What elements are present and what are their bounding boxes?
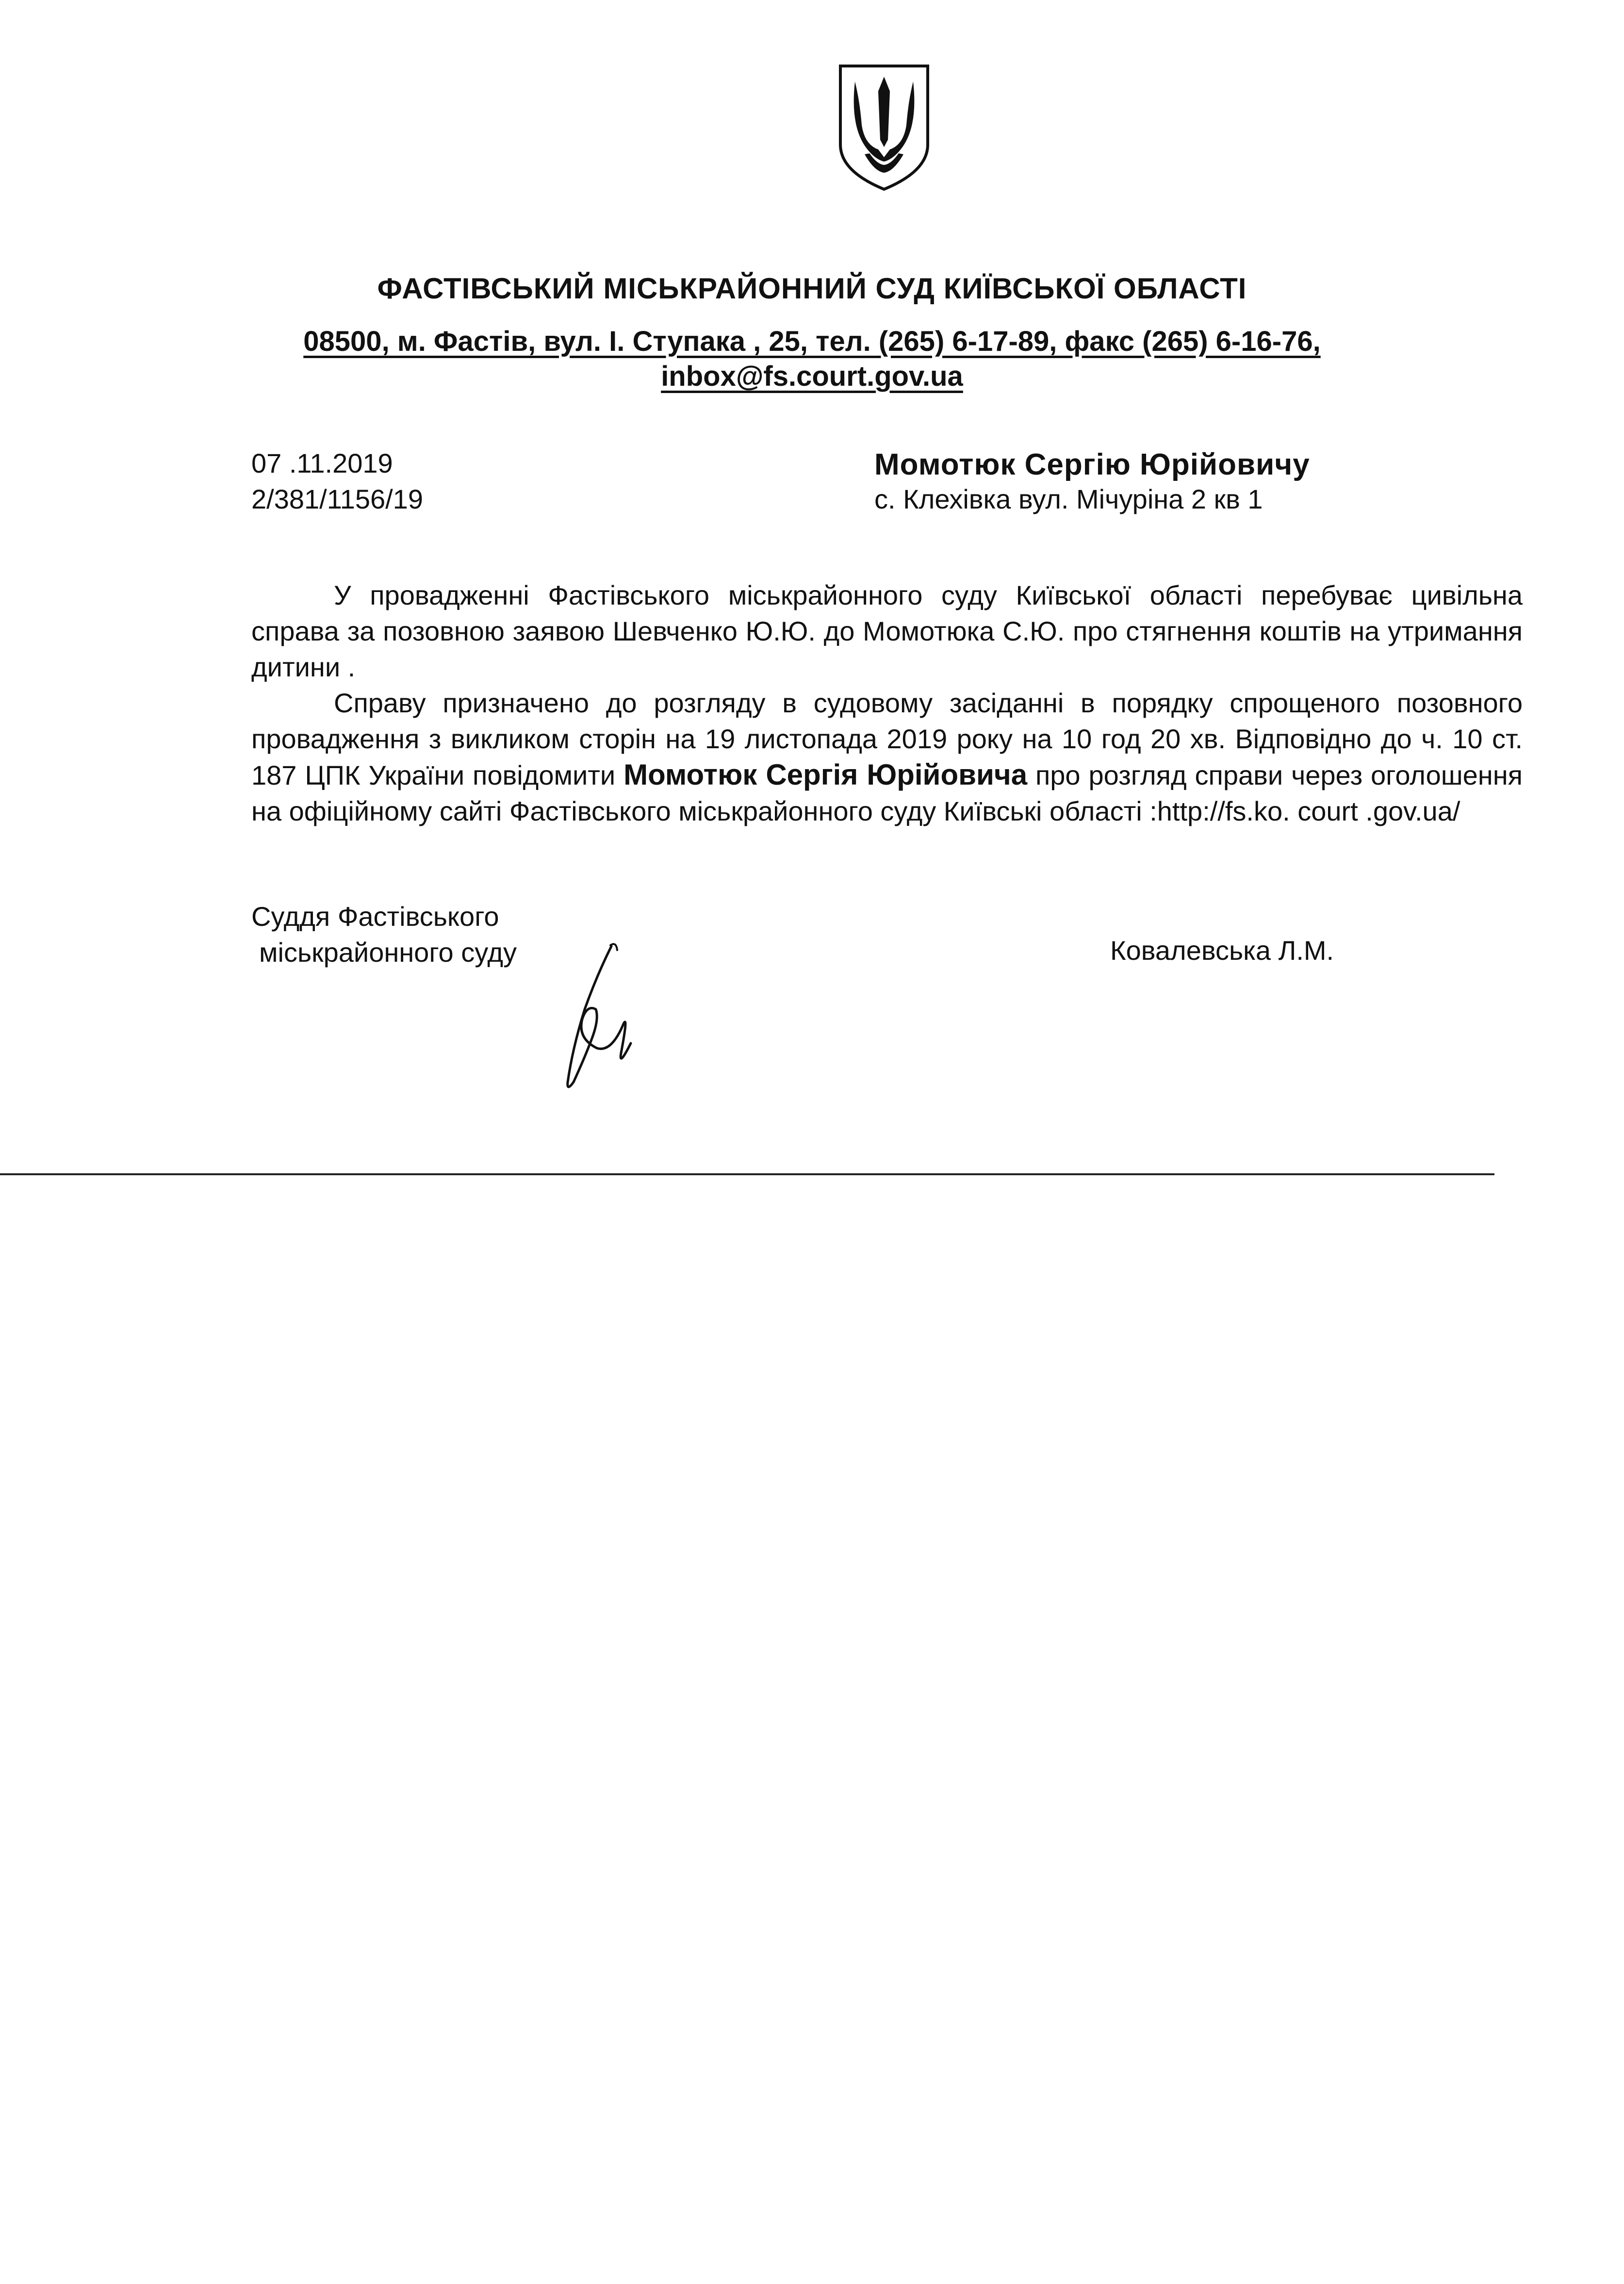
body-paragraph-2-end: про розгляд справи через оголошення на офіційному сайті Фастівського міськрайонного суду Київські області :http://fs.ko. court .gov.ua/ bbox=[251, 760, 1523, 826]
signatory-name: Ковалевська Л.М. bbox=[1110, 935, 1334, 966]
body-paragraph-1: У провадженні Фастівського міськрайонного суду Київської області перебуває цивільна справа за позовною заявою Шевченко Ю.Ю. до Момотюка С.Ю. про стягнення коштів на утримання дитини . bbox=[251, 580, 1523, 682]
recipient-address: с. Клехівка вул. Мічуріна 2 кв 1 bbox=[874, 484, 1263, 514]
horizontal-divider bbox=[0, 1173, 1494, 1175]
trident-coat-of-arms-icon bbox=[836, 62, 933, 193]
body-paragraph-2 bbox=[251, 685, 1523, 829]
recipient-name: Момотюк Сергію Юрійовичу bbox=[874, 448, 1310, 481]
court-name: ФАСТІВСЬКИЙ МІСЬКРАЙОННИЙ СУД КИЇВСЬКОЇ ОБЛАСТІ bbox=[377, 272, 1247, 305]
handwritten-signature bbox=[539, 937, 645, 1097]
signatory-title bbox=[251, 899, 517, 970]
signatory-title-line-1: Суддя Фастівського bbox=[251, 901, 499, 932]
body-paragraph-2-start: Справу призначено до розгляду в судовому засіданні в порядку спрощеного позовного провадження з викликом сторін на 19 листопада 2019 року на 10 год 20 хв. Відповідно до ч. 10 ст. 187 ЦПК України повідомити bbox=[251, 688, 1523, 790]
letter-body bbox=[251, 577, 1523, 829]
defendant-name-bold: Момотюк Сергія Юрійовича bbox=[623, 758, 1028, 791]
document-reference-number: 2/381/1156/19 bbox=[251, 484, 423, 514]
court-address: 08500, м. Фастів, вул. І. Ступака , 25, тел. (265) 6-17-89, факс (265) 6-16-76, bbox=[303, 326, 1321, 357]
document-date: 07 .11.2019 bbox=[251, 448, 393, 478]
signatory-title-line-2: міськрайонного суду bbox=[259, 937, 517, 968]
court-email: inbox@fs.court.gov.ua bbox=[661, 361, 963, 392]
